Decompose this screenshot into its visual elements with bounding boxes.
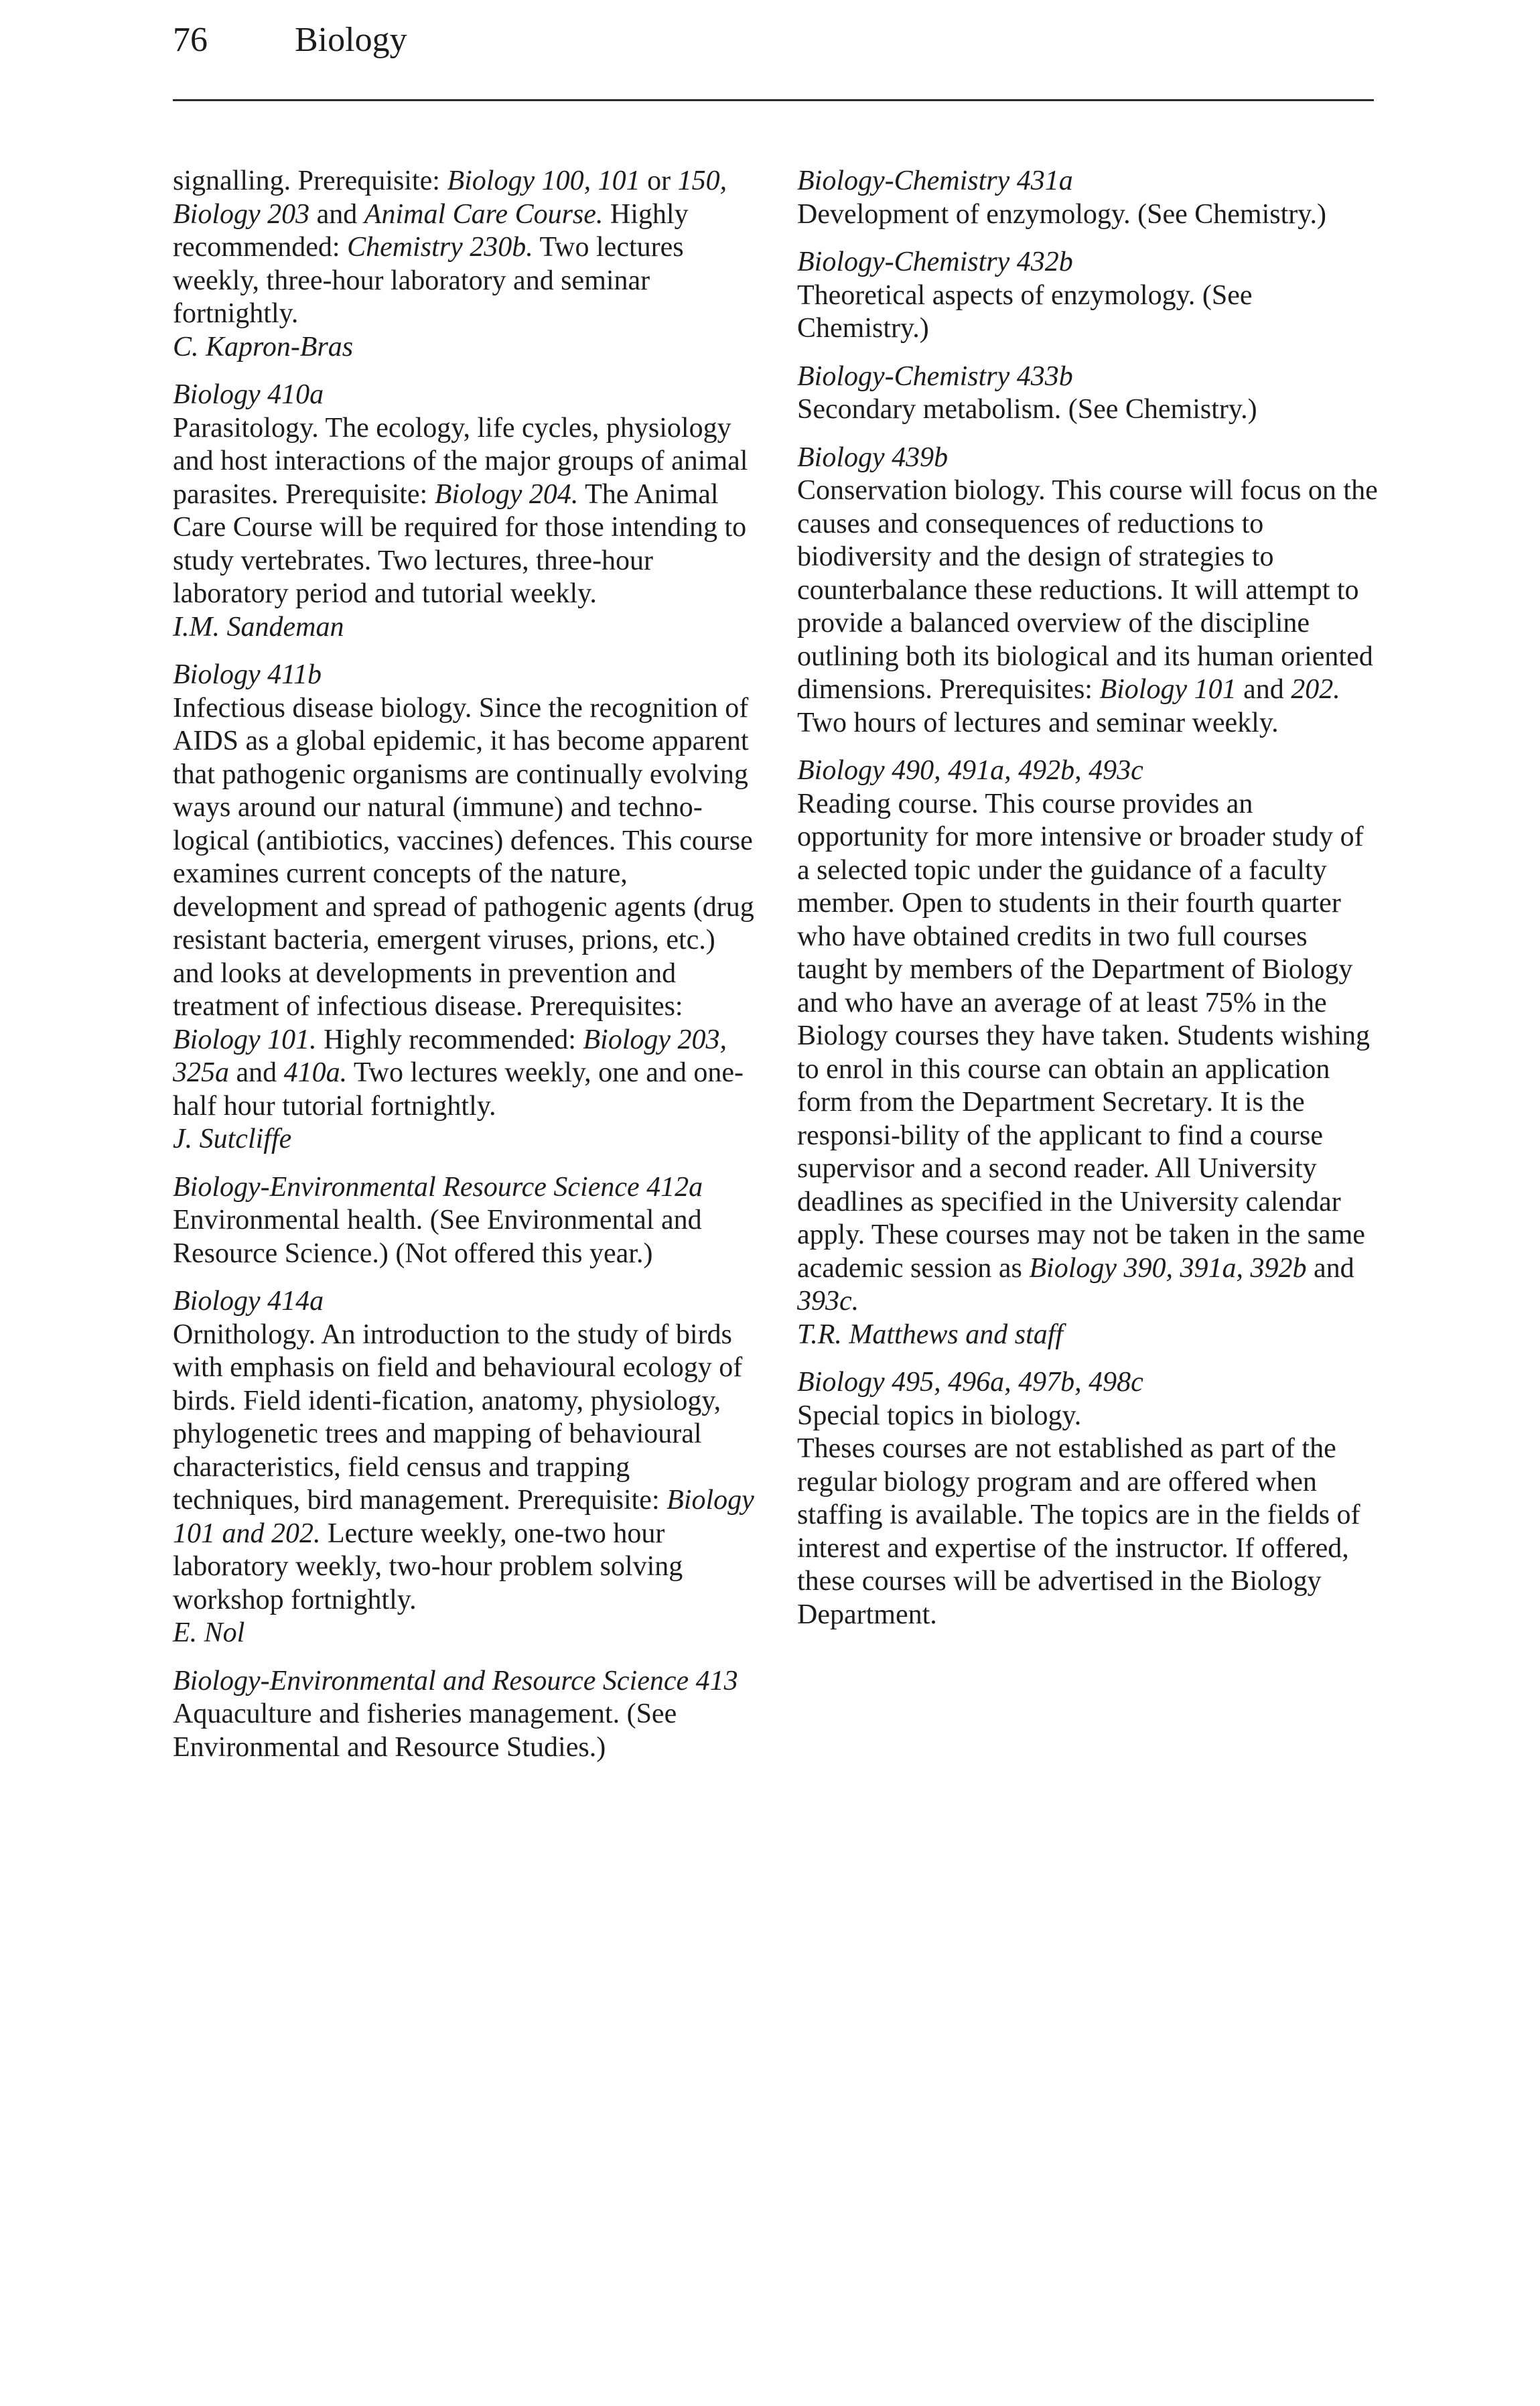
course-title: Biology-Chemistry 431a	[797, 165, 1073, 196]
course-title: Biology 411b	[173, 659, 322, 690]
course-title: Biology 414a	[173, 1286, 324, 1317]
course-entry	[797, 360, 1379, 427]
course-title: Biology 410a	[173, 379, 324, 410]
description-text: Two hours of lectures and seminar weekly.	[797, 707, 1279, 738]
course-title: Biology 439b	[797, 442, 949, 473]
section-title: Biology	[295, 21, 407, 59]
description-text: Special topics in biology.	[797, 1400, 1082, 1431]
course-description	[797, 1400, 1379, 1433]
course-reference: Biology 101 and 202.	[173, 1485, 754, 1549]
course-entry	[797, 165, 1379, 231]
course-title: Biology 495, 496a, 497b, 498c	[797, 1367, 1143, 1398]
description-text: and	[1236, 674, 1291, 705]
course-entry	[173, 165, 754, 364]
description-text: Development of enzymology. (See Chemistry.)	[797, 198, 1327, 230]
course-description	[173, 412, 754, 611]
course-entry	[173, 1171, 754, 1271]
description-text: Theoretical aspects of enzymology. (See Chemistry.)	[797, 279, 1253, 344]
page-header	[173, 15, 407, 66]
course-title: Biology-Environmental Resource Science 412a	[173, 1171, 703, 1203]
description-text: Aquaculture and fisheries management. (See Environmental and Resource Studies.)	[173, 1698, 677, 1763]
description-text: Ornithology. An introduction to the study of birds with emphasis on field and behavioural ecology of birds. Field identi-fication, anatomy, physiology, phylogenetic trees and mapping of behavioural characteristics, field census and trapping techniques, bird management. Prerequisite:	[173, 1319, 743, 1516]
course-entry	[797, 442, 1379, 740]
description-text: and	[1306, 1252, 1354, 1284]
course-description	[797, 393, 1379, 427]
left-column	[173, 165, 754, 1779]
course-title: Biology 490, 491a, 492b, 493c	[797, 755, 1143, 786]
course-description	[173, 1204, 754, 1270]
course-entry	[797, 1366, 1379, 1631]
course-description	[173, 692, 754, 1124]
description-text: and	[309, 198, 364, 230]
course-title: Biology-Environmental and Resource Science 413	[173, 1665, 738, 1696]
course-instructor: I.M. Sandeman	[173, 611, 344, 643]
description-text: Conservation biology. This course will focus on the causes and consequences of reductions to biodiversity and the design of strategies to counterbalance these reductions. It will attempt to provide a balanced overview of the discipline outlining both its biological and its human oriented dimensions. Prerequisites:	[797, 475, 1378, 705]
course-reference: Animal Care Course.	[364, 198, 604, 230]
course-description	[173, 1698, 754, 1764]
description-text: signalling. Prerequisite:	[173, 165, 447, 196]
description-text: The Animal Care Course will be required for those intending to study vertebrates. Two lectures, three-hour laboratory period and tutorial weekly.	[173, 478, 747, 609]
course-reference: Biology 100, 101	[447, 165, 640, 196]
course-reference: 150, Biology 203	[173, 165, 727, 230]
course-reference: 393c.	[797, 1286, 859, 1317]
course-reference: Biology 390, 391a, 392b	[1029, 1252, 1307, 1284]
course-description	[797, 788, 1379, 1319]
description-text: Secondary metabolism. (See Chemistry.)	[797, 394, 1257, 425]
description-text: Highly recommended:	[316, 1024, 583, 1055]
description-text: Environmental health. (See Environmental and Resource Science.) (Not offered this year.)	[173, 1205, 702, 1269]
course-entry	[797, 246, 1379, 346]
course-title: Biology-Chemistry 433b	[797, 360, 1073, 392]
course-instructor: J. Sutcliffe	[173, 1124, 292, 1154]
description-text: Parasitology. The ecology, life cycles, physiology and host interactions of the major groups of animal parasites. Prerequisite:	[173, 412, 748, 510]
course-reference: 202.	[1291, 674, 1340, 705]
course-reference: 410a.	[283, 1057, 348, 1088]
course-instructor: E. Nol	[173, 1617, 245, 1648]
description-text: Two lectures weekly, three-hour laboratory and seminar fortnightly.	[173, 232, 684, 329]
course-description	[797, 198, 1379, 232]
course-reference: Chemistry 230b.	[347, 232, 533, 263]
header-rule	[173, 99, 1374, 101]
course-entry	[797, 754, 1379, 1351]
description-text: Highly recommended:	[173, 198, 689, 263]
course-title: Biology-Chemistry 432b	[797, 247, 1073, 277]
page-number: 76	[173, 21, 208, 59]
course-reference: Biology 203, 325a	[173, 1024, 727, 1088]
right-column	[797, 165, 1379, 1646]
course-entry	[173, 1285, 754, 1650]
course-entry	[173, 379, 754, 644]
course-reference: Biology 101	[1099, 674, 1237, 705]
course-reference: Biology 204.	[434, 478, 579, 510]
course-reference: Biology 101.	[173, 1024, 317, 1055]
description-text: Lecture weekly, one-two hour laboratory weekly, two-hour problem solving workshop fortnightly.	[173, 1518, 683, 1615]
course-description	[797, 474, 1379, 740]
course-description	[173, 1319, 754, 1617]
course-entry	[173, 1665, 754, 1765]
description-text: Reading course. This course provides an opportunity for more intensive or broader study of a selected topic under the guidance of a faculty member. Open to students in their fourth quarter who have obtained credits in two full courses taught by members of the Department of Biology and who have an average of at least 75% in the Biology courses they have taken. Students wishing to enrol in this course can obtain an application form from the Department Secretary. It is the responsi-bility of the applicant to find a course supervisor and a second reader. All University deadlines as specified in the University calendar apply. These courses may not be taken in the same academic session as	[797, 788, 1371, 1284]
description-text: or	[640, 165, 678, 196]
course-description	[173, 165, 754, 331]
course-entry	[173, 659, 754, 1156]
description-text: Infectious disease biology. Since the recognition of AIDS as a global epidemic, it has become apparent that pathogenic organisms are continually evolving ways around our natural (immune) and techno-logical (antibiotics, vaccines) defences. This course examines current concepts of the nature, development and spread of pathogenic agents (drug resistant bacteria, emergent viruses, prions, etc.) and looks at developments in prevention and treatment of infectious disease. Prerequisites:	[173, 692, 754, 1022]
description-text: and	[229, 1057, 284, 1088]
course-instructor: T.R. Matthews and staff	[797, 1319, 1064, 1350]
description-text: Two lectures weekly, one and one-half hour tutorial fortnightly.	[173, 1057, 744, 1122]
course-description-continued: Theses courses are not established as part of the regular biology program and are offered when staffing is available. The topics are in the fields of interest and expertise of the instructor. If offered, these courses will be advertised in the Biology Department.	[797, 1433, 1360, 1630]
course-description	[797, 279, 1379, 346]
course-instructor: C. Kapron-Bras	[173, 331, 354, 362]
